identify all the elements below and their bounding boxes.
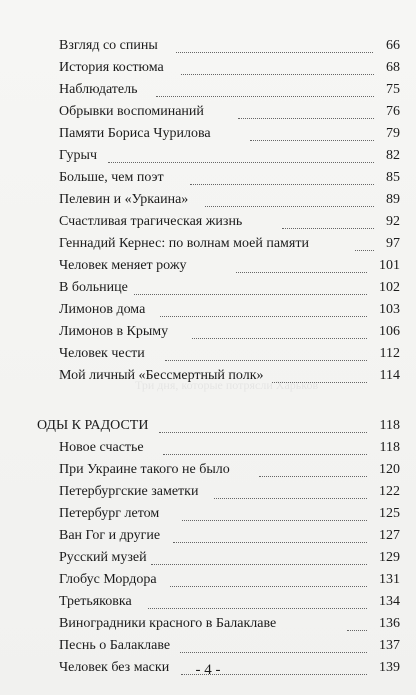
leader-dots (173, 540, 367, 543)
toc-entry (0, 323, 416, 341)
toc-entry (0, 483, 416, 501)
leader-dots (170, 584, 367, 587)
toc-entry-title: Русский музей (59, 550, 147, 565)
toc-entry-page: 134 (379, 594, 400, 609)
toc-entry (0, 439, 416, 457)
toc-entry-title: Ван Гог и другие (59, 528, 161, 543)
toc-entry-page: 75 (386, 82, 400, 97)
toc-entry (0, 235, 416, 253)
toc-entry-title: Обрывки воспоминаний (59, 104, 204, 119)
toc-entry (0, 191, 416, 209)
toc-entry-title: Наблюдатель (59, 82, 138, 97)
toc-entry-page: 122 (379, 484, 400, 499)
toc-entry (0, 571, 416, 589)
toc-entry-title: Памяти Бориса Чурилова (59, 126, 211, 141)
toc-entry (0, 549, 416, 567)
toc-entry (0, 461, 416, 479)
toc-entry-page: 92 (386, 214, 400, 229)
leader-dots (176, 50, 373, 53)
toc-entry (0, 103, 416, 121)
toc-entry-title: Гурыч (59, 148, 98, 163)
toc-entry (0, 593, 416, 611)
leader-dots (259, 474, 367, 477)
toc-entry-page: 118 (379, 440, 400, 455)
toc-entry-title: Человек чести (59, 346, 145, 361)
toc-entry-title: Счастливая трагическая жизнь (59, 214, 243, 229)
page-number: - 4 - (195, 662, 221, 678)
toc-entry (0, 213, 416, 231)
toc-entry-page: 131 (379, 572, 400, 587)
section-title: ОДЫ К РАДОСТИ (37, 418, 149, 433)
toc-entry (0, 637, 416, 655)
toc-entry-page: 66 (386, 38, 400, 53)
toc-entry (0, 615, 416, 633)
toc-entry-page: 139 (379, 660, 400, 675)
leader-dots (250, 138, 374, 141)
leader-dots (151, 562, 367, 565)
bleed-through-text: Три дня, которые потрясли Харьков (135, 378, 319, 392)
toc-entry-title: Мой личный «Бессмертный полк» (59, 368, 264, 383)
toc-entry (0, 527, 416, 545)
toc-entry-page: 120 (379, 462, 400, 477)
toc-entry (0, 505, 416, 523)
leader-dots (238, 116, 374, 119)
toc-entry-page: 82 (386, 148, 400, 163)
toc-entry-title: Пелевин и «Уркаина» (59, 192, 189, 207)
toc-entry-title: Новое счастье (59, 440, 144, 455)
toc-entry-page: 127 (379, 528, 400, 543)
toc-entry-page: 89 (386, 192, 400, 207)
toc-entry-page: 106 (379, 324, 400, 339)
leader-dots (190, 182, 374, 185)
leader-dots (272, 380, 367, 383)
leader-dots (163, 452, 367, 455)
toc-entry (0, 37, 416, 55)
leader-dots (160, 314, 367, 317)
toc-entry-page: 79 (386, 126, 400, 141)
toc-entry-page: 114 (379, 368, 400, 383)
toc-entry (0, 81, 416, 99)
toc-entry-page: 85 (386, 170, 400, 185)
toc-entry-title: Человек меняет рожу (59, 258, 187, 273)
toc-entry (0, 367, 416, 385)
toc-entry-title: В больнице (59, 280, 128, 295)
toc-entry (0, 279, 416, 297)
toc-entry-title: Третьяковка (59, 594, 132, 609)
leader-dots (205, 204, 374, 207)
toc-entry-page: 129 (379, 550, 400, 565)
leader-dots (355, 248, 374, 251)
leader-dots (134, 292, 367, 295)
toc-entry-title: Петербургские заметки (59, 484, 199, 499)
toc-section-entry (0, 417, 416, 435)
toc-entry-title: Больше, чем поэт (59, 170, 164, 185)
toc-entry-page: 97 (386, 236, 400, 251)
leader-dots (214, 496, 367, 499)
section-page: 118 (379, 418, 400, 433)
toc-entry-title: Лимонов дома (59, 302, 146, 317)
leader-dots (159, 430, 367, 433)
toc-entry (0, 345, 416, 363)
leader-dots (165, 358, 367, 361)
leader-dots (181, 72, 374, 75)
leader-dots (108, 160, 374, 163)
toc-entry-page: 136 (379, 616, 400, 631)
leader-dots (182, 518, 367, 521)
leader-dots (156, 94, 374, 97)
toc-entry-page: 137 (379, 638, 400, 653)
leader-dots (347, 628, 367, 631)
toc-entry-title: История костюма (59, 60, 164, 75)
toc-entry-page: 103 (379, 302, 400, 317)
toc-entry-page: 76 (386, 104, 400, 119)
toc-entry-title: Виноградники красного в Балаклаве (59, 616, 277, 631)
toc-entry-title: Петербург летом (59, 506, 160, 521)
toc-entry-page: 101 (379, 258, 400, 273)
toc-entry-page: 102 (379, 280, 400, 295)
toc-entry-title: Глобус Мордора (59, 572, 157, 587)
toc-entry (0, 169, 416, 187)
toc-entry-title: Человек без маски (59, 660, 170, 675)
toc-entry (0, 147, 416, 165)
leader-dots (148, 606, 367, 609)
toc-entry-title: Песнь о Балаклаве (59, 638, 171, 653)
leader-dots (192, 336, 367, 339)
toc-entry-page: 68 (386, 60, 400, 75)
toc-entry (0, 301, 416, 319)
leader-dots (236, 270, 367, 273)
leader-dots (282, 226, 374, 229)
toc-entry-page: 112 (379, 346, 400, 361)
toc-entry (0, 59, 416, 77)
toc-entry-title: Геннадий Кернес: по волнам моей памяти (59, 236, 309, 251)
leader-dots (180, 650, 367, 653)
toc-entry-page: 125 (379, 506, 400, 521)
toc-entry (0, 257, 416, 275)
toc-entry-title: Лимонов в Крыму (59, 324, 169, 339)
toc-entry-title: Взгляд со спины (59, 38, 158, 53)
toc-entry (0, 125, 416, 143)
toc-entry-title: При Украине такого не было (59, 462, 230, 477)
